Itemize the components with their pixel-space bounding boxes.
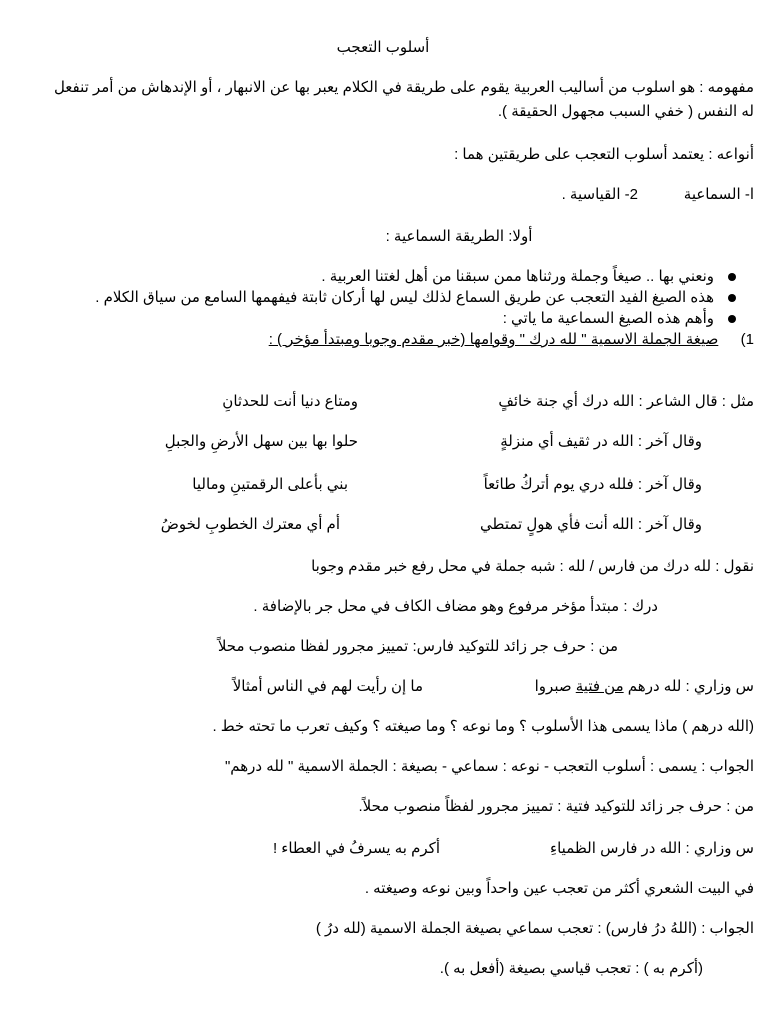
- parsing-line-3: من : حرف جر زائد للتوكيد فارس: تمييز مجرور لفظا منصوب محلاً: [217, 638, 618, 655]
- types-intro: أنواعه : يعتمد أسلوب التعجب على طريقتين هما :: [454, 146, 754, 163]
- bullet-text: وأهم هذه الصيغ السماعية ما ياتي :: [502, 310, 714, 327]
- definition-line-2: له النفس ( خفي السبب مجهول الحقيقة ).: [497, 103, 754, 120]
- question-2-verse-right: س وزاري : الله در فارس الظمياءِ: [550, 840, 754, 857]
- bullet-icon: [728, 273, 736, 281]
- parsing-line-1: نقول : لله درك من فارس / لله : شبه جملة في محل رفع خبر مقدم وجوبا: [311, 558, 754, 575]
- type-second: 2- القياسية .: [561, 186, 638, 203]
- definition-line-1: مفهومه : هو اسلوب من أساليب العربية يقوم على طريقة في الكلام يعبر بها عن الانبهار ، أو الإندهاش من أمر تنفعل: [53, 79, 754, 96]
- verse-text: س وزاري : لله درهم: [623, 678, 754, 695]
- form-one-heading: [12, 330, 754, 350]
- bullet-item: [12, 267, 736, 287]
- underlined-word: من فتية: [575, 678, 624, 695]
- form-one-text: صيغة الجملة الاسمية " لله درك " وقوامها (خبر مقدم وجوبا ومبتدأ مؤخر ) :: [268, 331, 719, 348]
- bullet-text: ونعني بها .. صيغاً وجملة ورثناها ممن سبقنا من أهل لغتنا العربية .: [321, 268, 714, 285]
- bullet-item: [12, 309, 736, 329]
- example-4-left: أم أي معترك الخطوبِ لخوضُ: [160, 516, 340, 533]
- example-1-right: مثل : قال الشاعر : الله درك أي جنة خائفٍ: [498, 393, 754, 410]
- type-first: ا- السماعية: [683, 186, 754, 203]
- question-2-answer-2: (أكرم به ) : تعجب قياسي بصيغة (أفعل به ).: [439, 960, 703, 977]
- example-3-right: وقال آخر : فلله دري يوم أتركُ طائعاً: [483, 476, 702, 493]
- example-2-left: حلوا بها بين سهل الأرضِ والجبلِ: [164, 433, 358, 450]
- example-2-right: وقال آخر : الله در ثقيف أي منزلةٍ: [500, 433, 702, 450]
- question-1-verse-right: [535, 677, 754, 697]
- parsing-line-2: درك : مبتدأ مؤخر مرفوع وهو مضاف الكاف في محل جر بالإضافة .: [253, 598, 658, 615]
- section-one-title: أولا: الطريقة السماعية :: [385, 228, 533, 245]
- bullet-icon: [728, 315, 736, 323]
- question-1-text: (الله درهم ) ماذا يسمى هذا الأسلوب ؟ وما نوعه ؟ وما صيغته ؟ وكيف تعرب ما تحته خط .: [212, 718, 754, 735]
- question-2-text: في البيت الشعري أكثر من تعجب عين واحداً وبين نوعه وصيغته .: [364, 880, 754, 897]
- bullet-icon: [728, 294, 736, 302]
- verse-text: صبروا: [534, 678, 576, 695]
- bullet-item: [12, 288, 736, 308]
- question-1-answer-1: الجواب : يسمى : أسلوب التعجب - نوعه : سماعي - بصيغة : الجملة الاسمية " لله درهم": [224, 758, 754, 775]
- form-one-number: 1): [740, 331, 754, 348]
- example-1-left: ومتاع دنيا أنت للحدثانِ: [222, 393, 358, 410]
- page-title: أسلوب التعجب: [336, 39, 430, 56]
- question-2-verse-left: أكرم به يسرفُ في العطاء !: [272, 840, 440, 857]
- question-2-answer-1: الجواب : (اللهُ درُ فارس) : تعجب سماعي بصيغة الجملة الاسمية (لله درُ ): [315, 920, 754, 937]
- question-1-verse-left: ما إن رأيت لهم في الناس أمثالاً: [232, 678, 423, 695]
- question-1-answer-2: من : حرف جر زائد للتوكيد فتية : تمييز مجرور لفظاً منصوب محلاً.: [358, 798, 754, 815]
- example-3-left: بني بأعلى الرقمتينِ وماليا: [192, 476, 348, 493]
- bullet-text: هذه الصيغ الفيد التعجب عن طريق السماع لذلك ليس لها أركان ثابتة فيفهمها السامع من سياق الكلام .: [95, 289, 714, 306]
- example-4-right: وقال آخر : الله أنت فأي هولٍ تمتطي: [480, 516, 702, 533]
